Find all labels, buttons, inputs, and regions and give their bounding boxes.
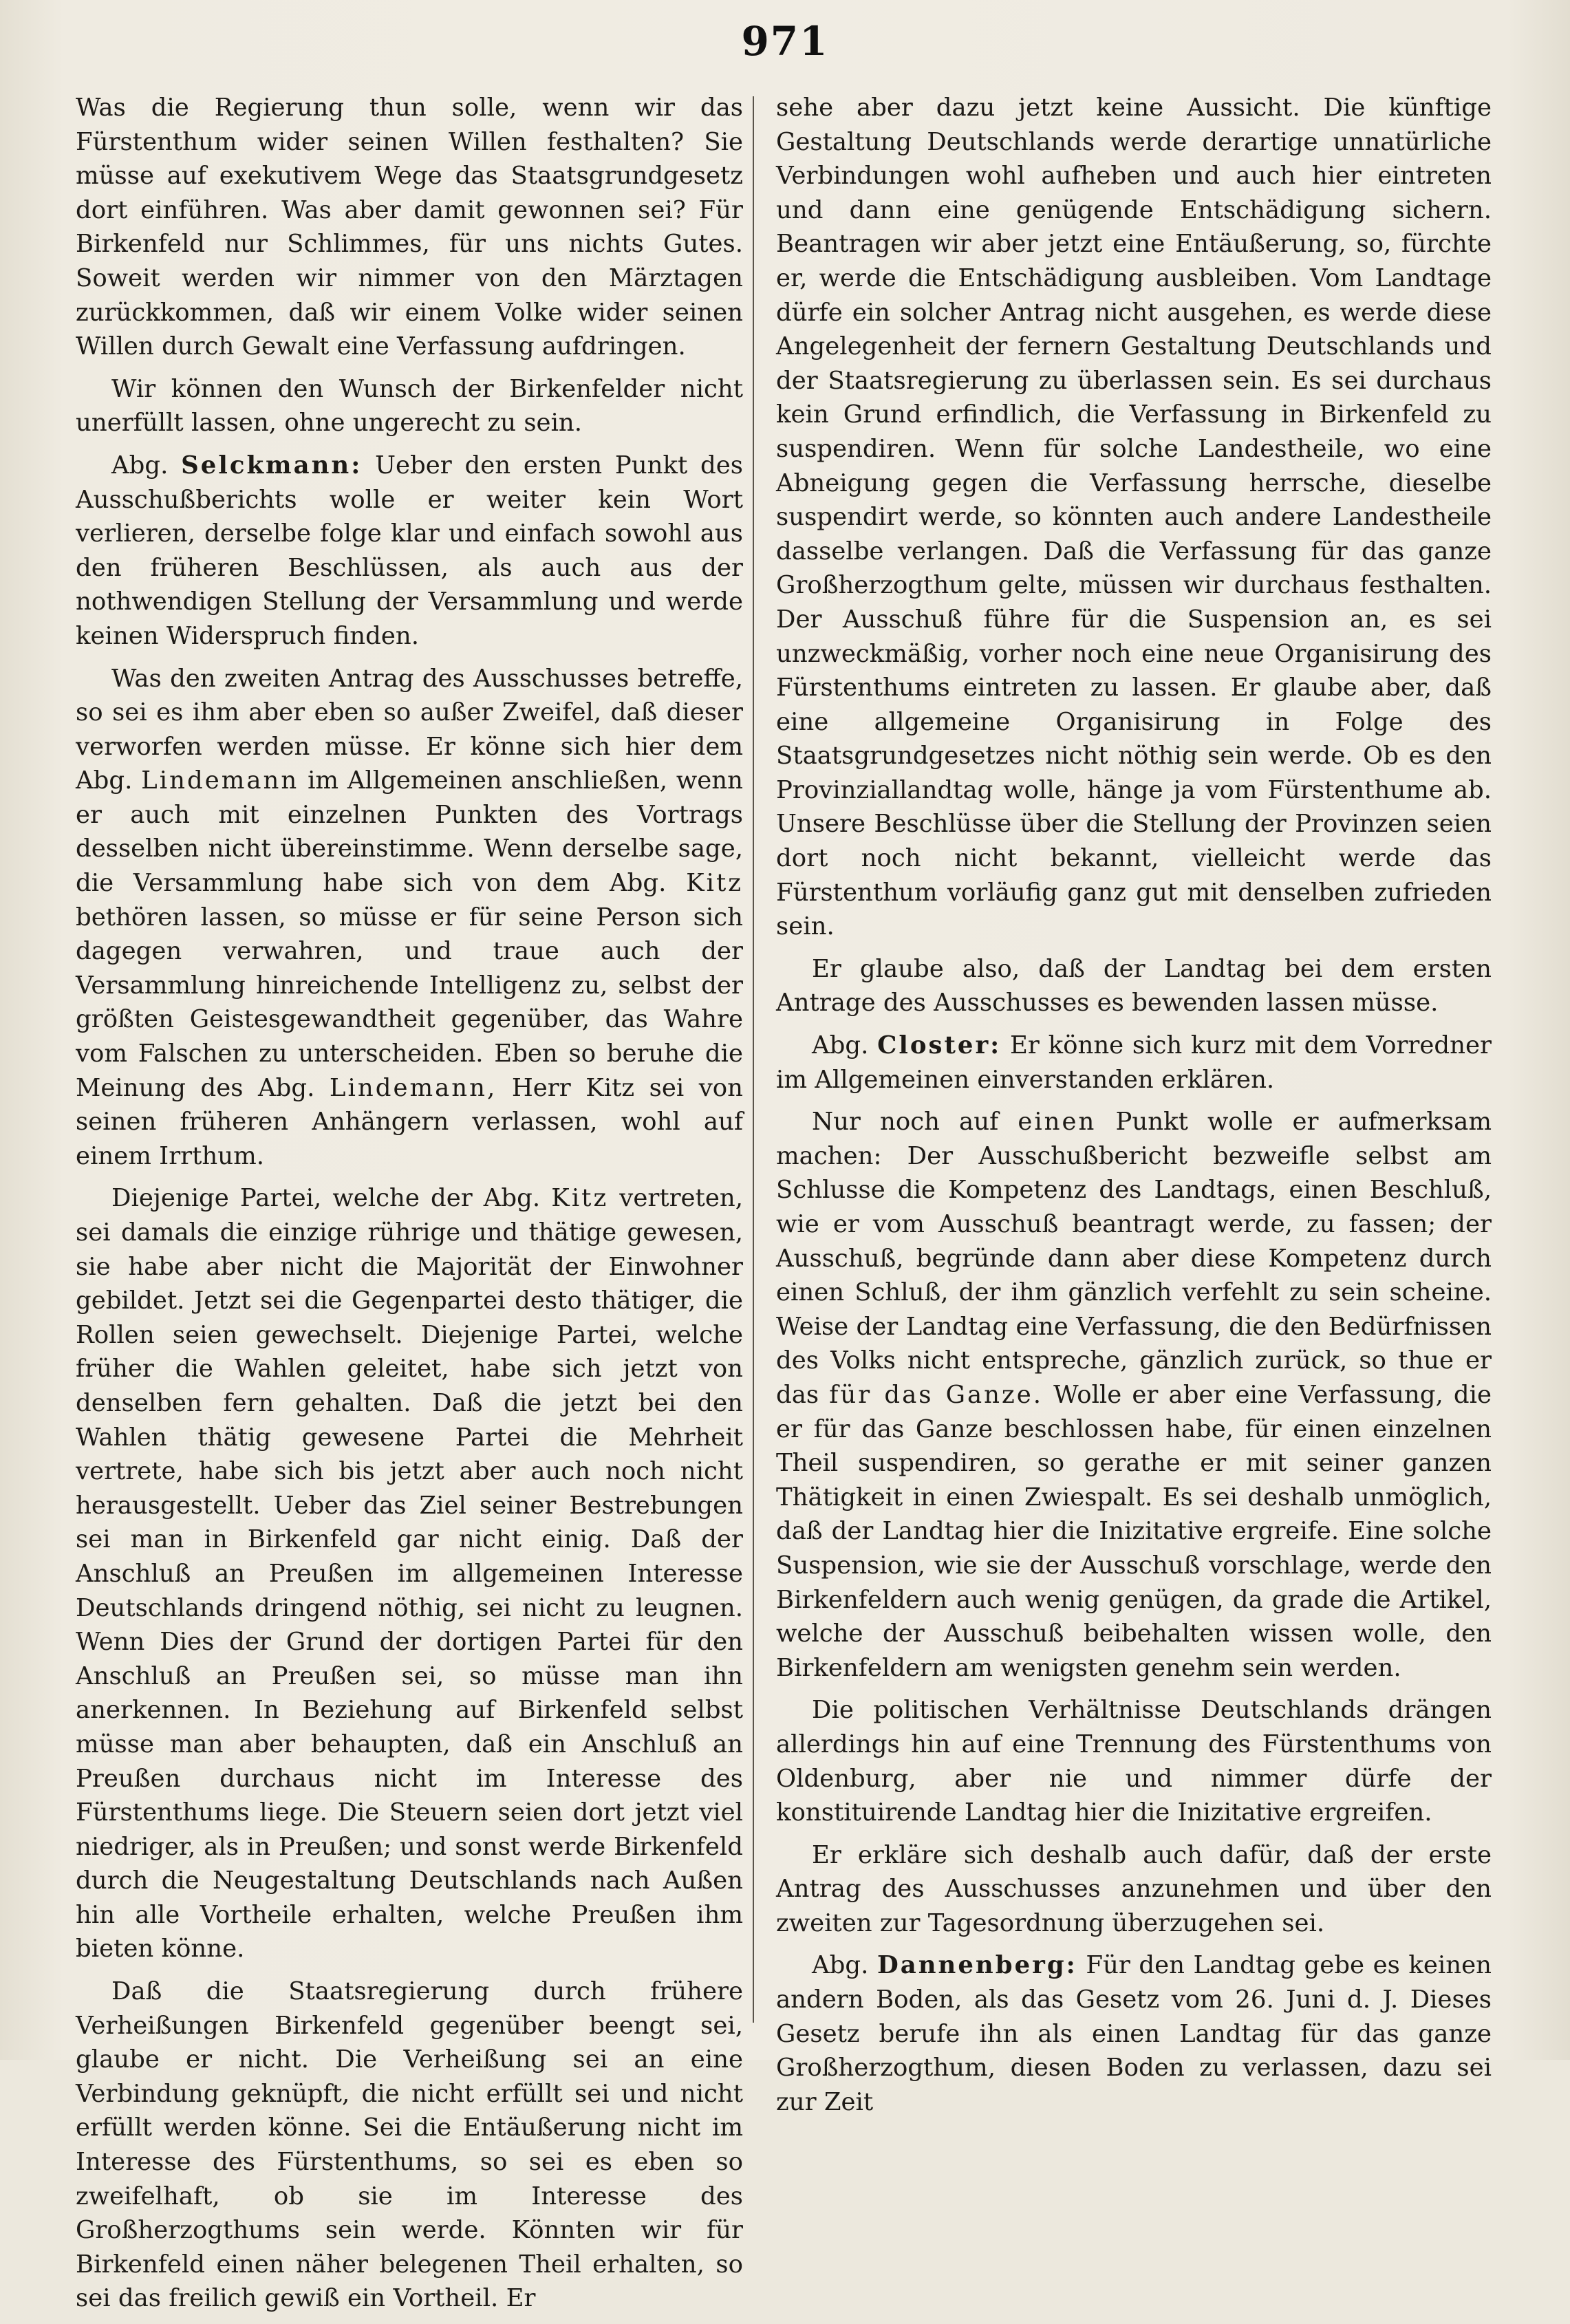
person-name: Lindemann (141, 766, 299, 795)
paragraph-4 (776, 1105, 1492, 1685)
text-segment: bethören lassen, so müsse er für seine Person sich dagegen verwahren, und traue auch der Versammlung hinreichende Intelligenz zu, selbst der größten Geistesgewandtheit gegenüber, das Wahre vom Falschen zu unterscheiden. Eben so beruhe die Meinung des Abg. (76, 903, 743, 1102)
right-column (776, 91, 1492, 2127)
text-segment: im Allgemeinen anschließen, wenn er auch mit einzelnen Punkten des Vortrags desselben nicht übereinstimme. Wenn derselbe sage, die Versammlung habe sich von dem Abg. (76, 766, 743, 898)
text-segment: vertreten, sei damals die einzige rührige und thätige gewesen, sie habe aber nicht die Majorität der Einwohner gebildet. Jetzt sei die Gegenpartei desto thätiger, die Rollen seien gewechselt. Diejenige Partei, welche früher die Wahlen geleitet, habe sich jetzt von denselben fern gehalten. Daß die jetzt bei den Wahlen thätig gewesene Partei die Mehrheit vertrete, habe sich bis jetzt aber auch noch nicht herausgestellt. Ueber das Ziel seiner Bestrebungen sei man in Birkenfeld gar nicht einig. Daß der Anschluß an Preußen im allgemeinen Interesse Deutschlands dringend nöthig, sei nicht zu leugnen. Wenn Dies der Grund der dortigen Partei für den Anschluß an Preußen sei, so müsse man ihn anerkennen. In Beziehung auf Birkenfeld selbst müsse man aber behaupten, daß ein Anschluß an Preußen durchaus nicht im Interesse des Fürstenthums liege. Die Steuern seien dort jetzt viel niedriger, als in Preußen; und sonst werde Birkenfeld durch die Neugestaltung Deutschlands nach Außen hin alle Vortheile erhalten, welche Preußen ihm bieten könne. (76, 1184, 743, 1963)
text-segment: Nur noch auf (812, 1108, 999, 1137)
person-name: Lindemann, (329, 1073, 497, 1102)
abg-prefix: Abg. (111, 451, 169, 480)
paragraph-closter (776, 1029, 1492, 1097)
paragraph-2-text: Er glaube also, daß der Landtag bei dem ersten Antrage des Ausschusses es bewenden lassen müsse. (776, 954, 1492, 1018)
text-segment: Herr Kitz sei von seinen früheren Anhängern verlassen, wohl auf einem Irrthum. (76, 1073, 744, 1170)
column-divider (753, 96, 754, 2023)
paragraph-2 (776, 952, 1492, 1020)
emphasis: für das Ganze. (829, 1380, 1043, 1409)
paragraph-6-text: Er erkläre sich deshalb auch dafür, daß der erste Antrag des Ausschusses anzunehmen und über den zweiten zur Tagesordnung überzugehen sei. (776, 1840, 1492, 1937)
person-name: Kitz (551, 1184, 609, 1213)
paragraph-6 (776, 1838, 1492, 1941)
paragraph-2 (76, 372, 743, 440)
speech-text: Ueber den ersten Punkt des Ausschußberichts wolle er weiter kein Wort verlieren, derselbe folge klar und einfach sowohl aus den früheren Beschlüssen, als auch aus der nothwendigen Stellung der Versammlung und werde keinen Widerspruch finden. (76, 451, 743, 650)
text-segment: Punkt wolle er aufmerksam machen: Der Ausschußbericht bezweifle selbst am Schlusse die Kompetenz des Landtags, einen Beschluß, wie er vom Ausschuß beantragt werde, zu fassen; der Ausschuß, begründe dann aber diese Kompetenz durch einen Schluß, der ihm gänzlich verfehlt zu sein scheine. Weise der Landtag eine Verfassung, die den Bedürfnissen des Volks nicht entspreche, gänzlich zurück, so thue er das (776, 1108, 1492, 1409)
emphasis: einen (1018, 1108, 1097, 1137)
left-column (76, 91, 743, 2324)
paragraph-1 (776, 91, 1492, 944)
paragraph-1-text: Was die Regierung thun solle, wenn wir das Fürstenthum wider seinen Willen festhalten? Sie müsse auf exekutivem Wege das Staatsgrundgesetz dort einführen. Was aber damit gewonnen sei? Für Birkenfeld nur Schlimmes, für uns nichts Gutes. Soweit werden wir nimmer von den Märztagen zurückkommen, daß wir einem Volke wider seinen Willen durch Gewalt eine Verfassung aufdringen. (76, 94, 743, 361)
text-segment: Diejenige Partei, welche der Abg. (111, 1184, 541, 1213)
paragraph-6-text: Daß die Staatsregierung durch frühere Verheißungen Birkenfeld gegenüber beengt sei, glaube er nicht. Die Verheißung sei an eine Verbindung geknüpft, die nicht erfüllt sei und nicht erfüllt werden könne. Sei die Entäußerung nicht im Interesse des Fürstenthums, so sei es eben so zweifelhaft, ob sie im Interesse des Großherzogthums sein werde. Könnten wir für Birkenfeld einen näher belegenen Theil erhalten, so sei das freilich gewiß ein Vortheil. Er (76, 1977, 743, 2313)
abg-prefix: Abg. (812, 1951, 869, 1980)
paragraph-dannenberg (776, 1948, 1492, 2119)
page-number: 971 (741, 18, 829, 65)
speech-text: Für den Landtag gebe es keinen andern Boden, als das Gesetz vom 26. Juni d. J. Dieses Gesetz berufe ihn als einen Landtag für das ganze Großherzogthum, diesen Boden zu verlassen, dazu sei zur Zeit (776, 1951, 1492, 2116)
speaker-name: Dannenberg: (877, 1951, 1077, 1980)
paragraph-6 (76, 1975, 743, 2316)
speech-text: Er könne sich kurz mit dem Vorredner im Allgemeinen einverstanden erklären. (776, 1031, 1492, 1094)
paragraph-5 (776, 1693, 1492, 1829)
paragraph-5 (76, 1181, 743, 1966)
paragraph-selckmann (76, 449, 743, 654)
abg-prefix: Abg. (812, 1031, 869, 1060)
paragraph-5-text: Die politischen Verhältnisse Deutschlands drängen allerdings hin auf eine Trennung des Fürstenthums von Oldenburg, aber nie und nimmer dürfe der konstituirende Landtag hier die Inizitative ergreifen. (776, 1696, 1492, 1827)
speaker-name: Closter: (877, 1031, 1002, 1060)
paragraph-4 (76, 662, 743, 1174)
text-segment: Wolle er aber eine Verfassung, die er für das Ganze beschlossen habe, für einen einzelnen Theil suspendiren, so gerathe er mit seiner ganzen Thätigkeit in einen Zwiespalt. Es sei deshalb unmöglich, daß der Landtag hier die Inizitative ergreife. Eine solche Suspension, wie sie der Ausschuß vorschlage, werde den Birkenfeldern auch wenig genügen, da grade die Artikel, welche der Ausschuß beibehalten wissen wolle, den Birkenfeldern am wenigsten genehm sein werden. (776, 1380, 1492, 1682)
speaker-name: Selckmann: (181, 451, 363, 480)
text-segment: Was den zweiten Antrag des Ausschusses betreffe, so sei es ihm aber eben so außer Zweifel, daß dieser verworfen werden müsse. Er könne sich hier dem Abg. (76, 664, 743, 795)
paragraph-1-text: sehe aber dazu jetzt keine Aussicht. Die künftige Gestaltung Deutschlands werde derartige unnatürliche Verbindungen wohl aufheben und auch hier eintreten und dann eine genügende Entschädigung sichern. Beantragen wir aber jetzt eine Entäußerung, so, fürchte er, werde die Entschädigung ausbleiben. Vom Landtage dürfe ein solcher Antrag nicht ausgehen, es werde diese Angelegenheit der fernern Gestaltung Deutschlands und der Staatsregierung zu überlassen sein. Es sei durchaus kein Grund erfindlich, die Verfassung in Birkenfeld zu suspendiren. Wenn für solche Landestheile, wo eine Abneigung gegen die Verfassung herrsche, dieselbe suspendirt werde, so könnten auch andere Landestheile dasselbe verlangen. Daß die Verfassung für das ganze Großherzogthum gelte, müssen wir durchaus festhalten. Der Ausschuß führe für die Suspension an, es sei unzweckmäßig, vorher noch eine neue Organisirung des Fürstenthums eintreten zu lassen. Er glaube aber, daß eine allgemeine Organisirung in Folge des Staatsgrundgesetzes nicht nöthig sein werde. Ob es den Provinziallandtag wolle, hänge ja vom Fürstenthume ab. Unsere Beschlüsse über die Stellung der Provinzen seien dort noch nicht bekannt, vielleicht werde das Fürstenthum vorläufig ganz gut mit denselben zufrieden sein. (776, 94, 1492, 941)
paragraph-2-text: Wir können den Wunsch der Birkenfelder nicht unerfüllt lassen, ohne ungerecht zu sein. (76, 374, 743, 438)
person-name: Kitz (686, 869, 743, 898)
paragraph-1 (76, 91, 743, 364)
